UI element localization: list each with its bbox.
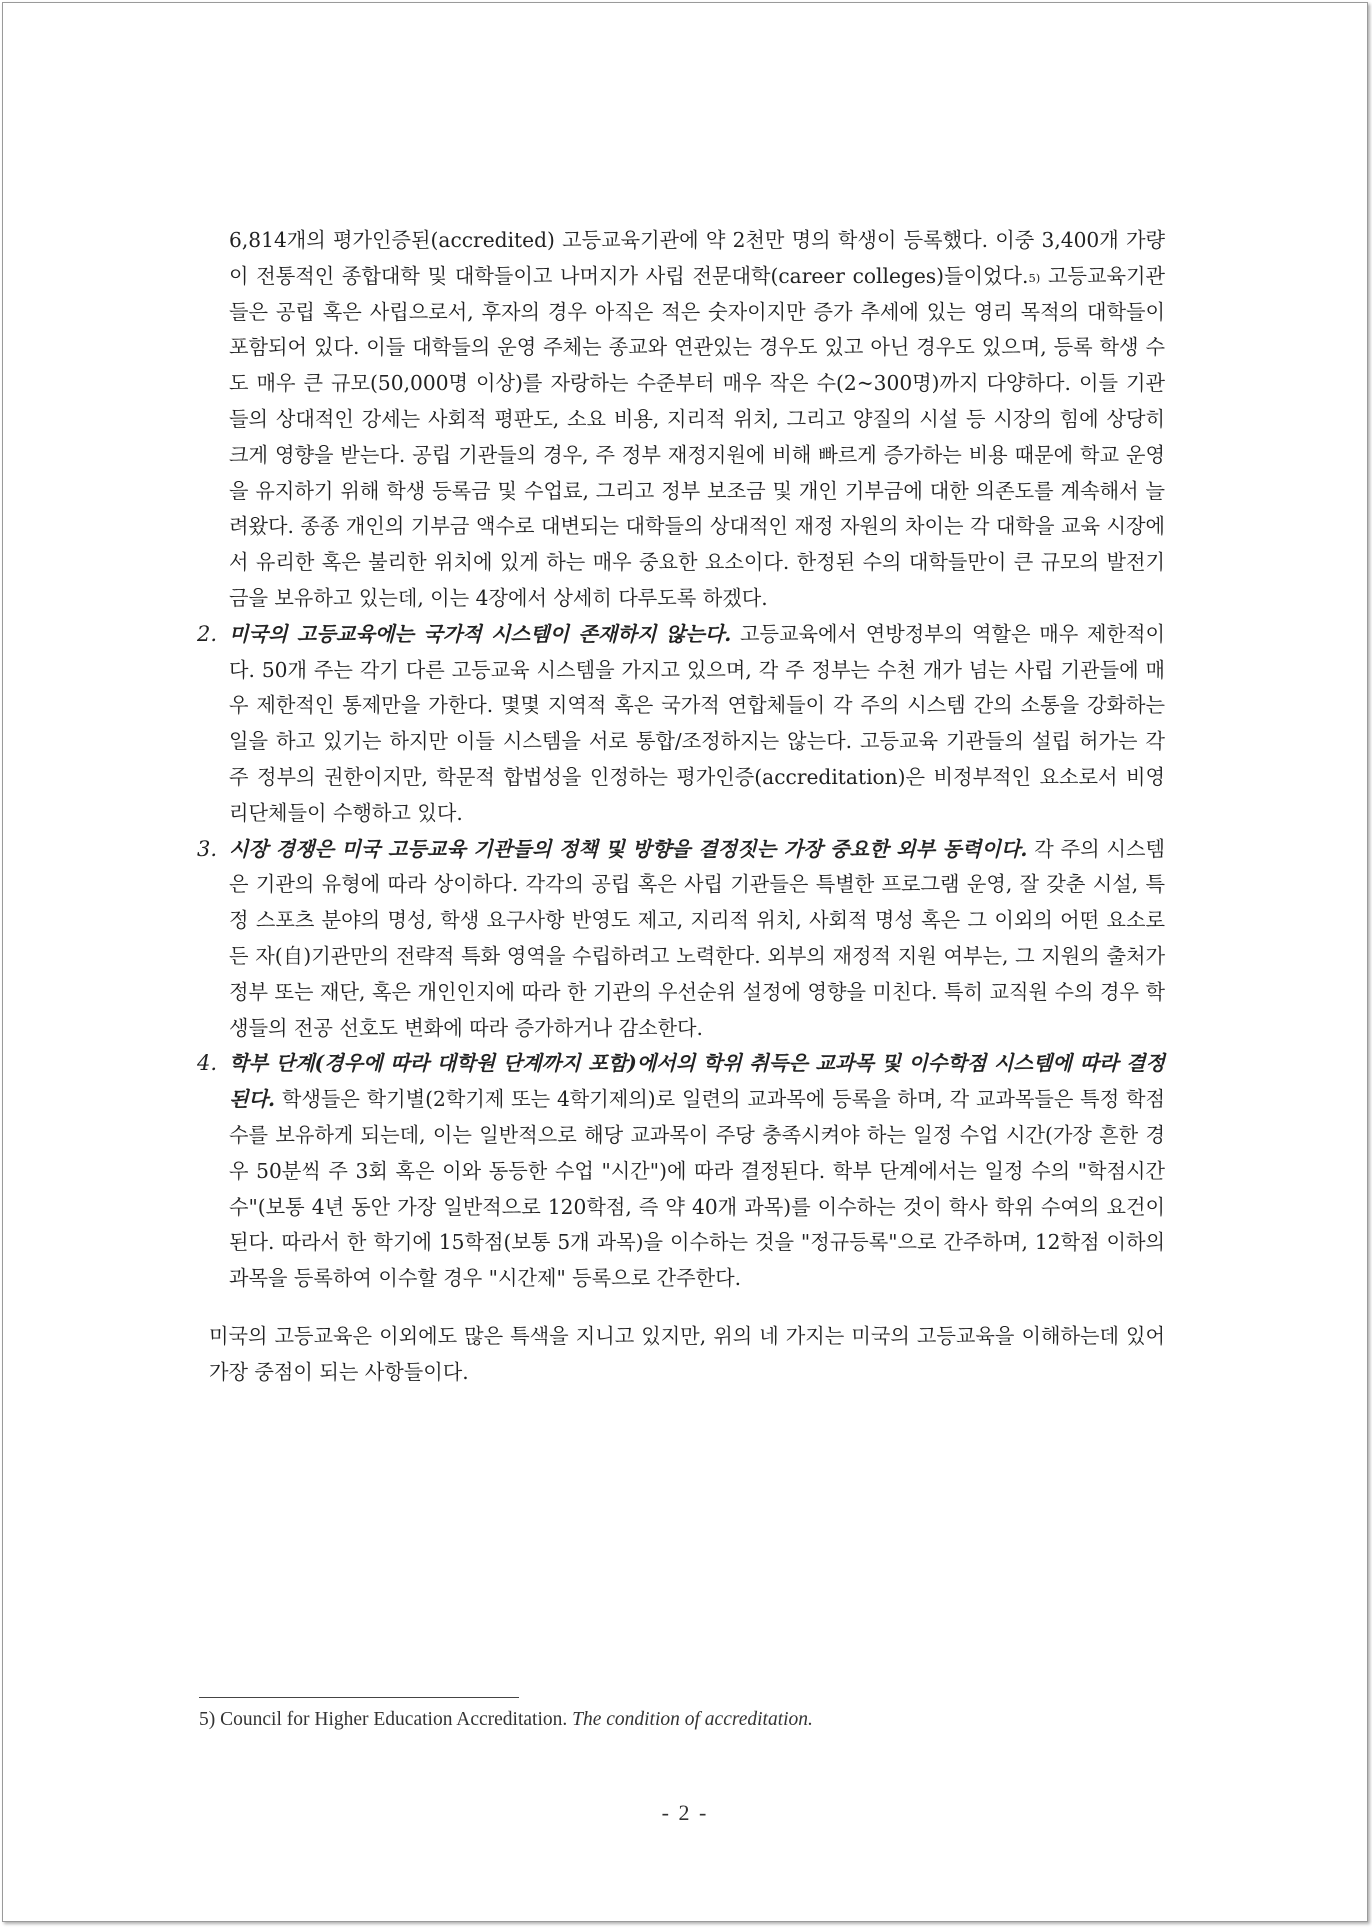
list-item-lead: 학부 단계(경우에 따라 대학원 단계까지 포함)에서의 학위 취득은 교과목 및 이수학점 시스템에 따라 결정된다.: [229, 1051, 1165, 1112]
document-page: [2, 2, 1368, 1922]
footnote-title: The condition of accreditation.: [572, 1709, 813, 1730]
closing-paragraph: 미국의 고등교육은 이외에도 많은 특색을 지니고 있지만, 위의 네 가지는 미국의 고등교육을 이해하는데 있어 가장 중점이 되는 사항들이다.: [209, 1323, 1165, 1384]
intro-text: 6,814개의 평가인증된(accredited) 고등교육기관에 약 2천만 명의 학생이 등록했다. 이중 3,400개 가량이 전통적인 종합대학 및 대학들이고 나머지가 사립 전문대학(career colleges)들이었다.: [229, 228, 1165, 288]
list-item-number: 4.: [197, 1051, 218, 1076]
list-item-body: 학생들은 학기별(2학기제 또는 4학기제의)로 일련의 교과목에 등록을 하며, 각 교과목들은 특정 학점수를 보유하게 되는데, 이는 일반적으로 해당 교과목이 주당 충족시켜야 하는 일정 수업 시간(가장 흔한 경우 50분씩 주 3회 혹은 이와 동등한 수업 "시간")에 따라 결정된다. 학부 단계에서는 일정 수의 "학점시간수"(보통 4년 동안 가장 일반적으로 120학점, 즉 약 40개 과목)를 이수하는 것이 학사 학위 수여의 요건이 된다. 따라서 한 학기에 15학점(보통 5개 과목)을 이수하는 것을 "정규등록"으로 간주하며, 12학점 이하의 과목을 등록하여 이수할 경우 "시간제" 등록으로 간주한다.: [229, 1087, 1165, 1291]
list-item-body: 각 주의 시스템은 기관의 유형에 따라 상이하다. 각각의 공립 혹은 사립 기관들은 특별한 프로그램 운영, 잘 갖춘 시설, 특정 스포츠 분야의 명성, 학생 요구사항 반영도 제고, 지리적 위치, 사회적 명성 혹은 그 이외의 어떤 요소로든 자(自)기관만의 전략적 특화 영역을 수립하려고 노력한다. 외부의 재정적 지원 여부는, 그 지원의 출처가 정부 또는 재단, 혹은 개인인지에 따라 한 기관의 우선순위 설정에 영향을 미친다. 특히 교직원 수의 경우 학생들의 전공 선호도 변화에 따라 증가하거나 감소한다.: [229, 836, 1165, 1040]
list-item: [199, 1046, 1165, 1297]
list-item-lead: 미국의 고등교육에는 국가적 시스템이 존재하지 않는다.: [229, 621, 732, 646]
numbered-list: [197, 617, 1165, 1297]
list-item-lead: 시장 경쟁은 미국 고등교육 기관들의 정책 및 방향을 결정짓는 가장 중요한 외부 동력이다.: [229, 836, 1028, 861]
list-item: [199, 832, 1165, 1047]
main-text: [197, 223, 1165, 1391]
list-item-number: 3.: [197, 836, 218, 861]
page-number: - 2 -: [661, 1800, 709, 1825]
list-item: [199, 617, 1165, 832]
intro-text-continued: 고등교육기관들은 공립 혹은 사립으로서, 후자의 경우 아직은 적은 숫자이지만 증가 추세에 있는 영리 목적의 대학들이 포함되어 있다. 이들 대학들의 운영 주체는 종교와 연관있는 경우도 있고 아닌 경우도 있으며, 등록 학생 수도 매우 큰 규모(50,000명 이상)를 자랑하는 수준부터 매우 작은 수(2~300명)까지 다양하다. 이들 기관들의 상대적인 강세는 사회적 평판도, 소요 비용, 지리적 위치, 그리고 양질의 시설 등 시장의 힘에 상당히 크게 영향을 받는다. 공립 기관들의 경우, 주 정부 재정지원에 비해 빠르게 증가하는 비용 때문에 학교 운영을 유지하기 위해 학생 등록금 및 수업료, 그리고 정부 보조금 및 개인 기부금에 대한 의존도를 계속해서 늘려왔다. 종종 개인의 기부금 액수로 대변되는 대학들의 상대적인 재정 자원의 차이는 각 대학을 교육 시장에서 유리한 혹은 불리한 위치에 있게 하는 매우 중요한 요소이다. 한정된 수의 대학들만이 큰 규모의 발전기금을 보유하고 있는데, 이는 4장에서 상세히 다루도록 하겠다.: [229, 263, 1165, 610]
intro-paragraph: [229, 223, 1165, 617]
footnote-reference[interactable]: 5): [1028, 270, 1041, 285]
list-item-body: 고등교육에서 연방정부의 역할은 매우 제한적이다. 50개 주는 각기 다른 고등교육 시스템을 가지고 있으며, 각 주 정부는 수천 개가 넘는 사립 기관들에 매우 제한적인 통제만을 가한다. 몇몇 지역적 혹은 국가적 연합체들이 각 주의 시스템 간의 소통을 강화하는 일을 하고 있기는 하지만 이들 시스템을 서로 통합/조정하지는 않는다. 고등교육 기관들의 설립 허가는 각 주 정부의 권한이지만, 학문적 합법성을 인정하는 평가인증(accreditation)은 비정부적인 요소로서 비영리단체들이 수행하고 있다.: [229, 621, 1165, 825]
footnote-marker: 5): [199, 1709, 216, 1730]
list-item-number: 2.: [197, 621, 218, 646]
footnote-separator: [199, 1697, 519, 1698]
footnote: [199, 1706, 1199, 1734]
footnote-text: Council for Higher Education Accreditation.: [215, 1709, 573, 1730]
